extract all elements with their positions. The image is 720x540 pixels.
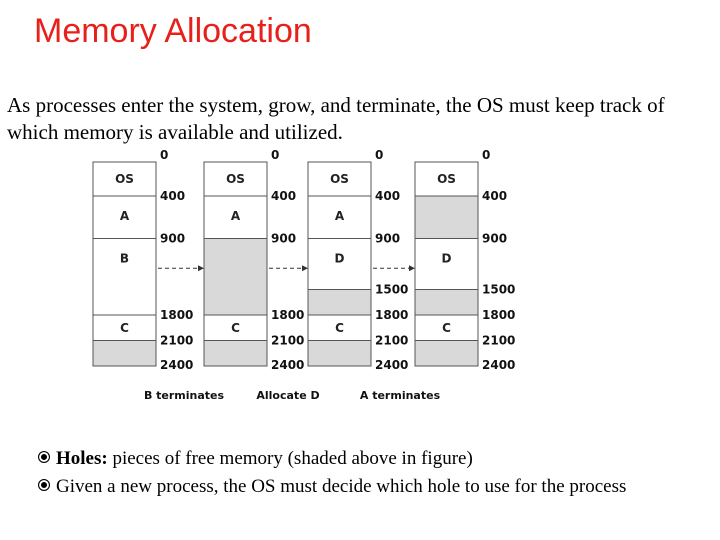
- address-label: 1800: [271, 308, 305, 322]
- arrow-head-icon: [409, 265, 415, 271]
- bullet-new-process: [38, 473, 708, 501]
- address-label: 400: [482, 189, 508, 203]
- memory-hole: [415, 290, 478, 316]
- bullet-icon: [38, 451, 50, 463]
- address-label: 2400: [482, 358, 516, 372]
- address-label: 2100: [160, 333, 194, 348]
- address-label: 2100: [482, 333, 516, 348]
- segment-label: A: [119, 209, 130, 223]
- address-label: 900: [160, 231, 186, 246]
- address-label: 2400: [160, 358, 194, 372]
- address-label: 2400: [375, 358, 409, 372]
- address-label: 2400: [271, 358, 305, 372]
- bullet-list: [38, 445, 708, 501]
- bullet-holes: [38, 445, 708, 473]
- address-label: 2100: [271, 333, 305, 348]
- bullet-text: pieces of free memory (shaded above in figure): [107, 448, 473, 469]
- address-label: 900: [375, 231, 401, 246]
- segment-label: D: [441, 251, 452, 266]
- segment-label: C: [120, 320, 129, 335]
- segment-label: OS: [437, 172, 456, 186]
- transition-caption: A terminates: [359, 389, 441, 402]
- memory-hole: [204, 239, 267, 316]
- memory-hole: [93, 341, 156, 367]
- segment-label: C: [335, 320, 344, 335]
- address-label: 1500: [482, 282, 516, 297]
- bullet-text: Given a new process, the OS must decide which hole to use for the process: [56, 476, 627, 497]
- segment-label: C: [442, 320, 451, 335]
- memory-hole: [308, 341, 371, 367]
- arrow-head-icon: [198, 265, 204, 271]
- intro-text: As processes enter the system, grow, and terminate, the OS must keep track of which memory is available and utilized.: [7, 93, 665, 144]
- segment-label: OS: [330, 172, 349, 186]
- transition-caption: Allocate D: [256, 389, 320, 402]
- address-label: 400: [160, 189, 186, 203]
- address-label: 0: [482, 148, 491, 162]
- address-label: 400: [271, 189, 297, 203]
- segment-label: A: [334, 209, 345, 223]
- address-label: 0: [271, 148, 280, 162]
- segment-label: C: [231, 320, 240, 335]
- address-label: 1800: [160, 308, 194, 322]
- address-label: 2100: [375, 333, 409, 348]
- bullet-term: Holes:: [56, 448, 108, 469]
- address-label: 400: [375, 189, 401, 203]
- slide-title: Memory Allocation: [34, 12, 312, 50]
- segment-label: A: [230, 209, 241, 223]
- bullet-icon: [38, 479, 50, 491]
- address-label: 1800: [482, 308, 516, 322]
- memory-hole: [415, 341, 478, 367]
- memory-hole: [308, 290, 371, 316]
- memory-hole: [415, 196, 478, 239]
- address-label: 900: [271, 231, 297, 246]
- address-label: 0: [375, 148, 384, 162]
- memory-segment: [93, 239, 156, 316]
- address-label: 1800: [375, 308, 409, 322]
- address-label: 0: [160, 148, 169, 162]
- segment-label: B: [119, 251, 130, 266]
- address-label: 1500: [375, 282, 409, 297]
- memory-hole: [204, 341, 267, 367]
- transition-caption: B terminates: [143, 389, 225, 402]
- segment-label: OS: [226, 172, 245, 186]
- segment-label: OS: [115, 172, 134, 186]
- arrow-head-icon: [302, 265, 308, 271]
- segment-label: D: [334, 251, 345, 266]
- address-label: 900: [482, 231, 508, 246]
